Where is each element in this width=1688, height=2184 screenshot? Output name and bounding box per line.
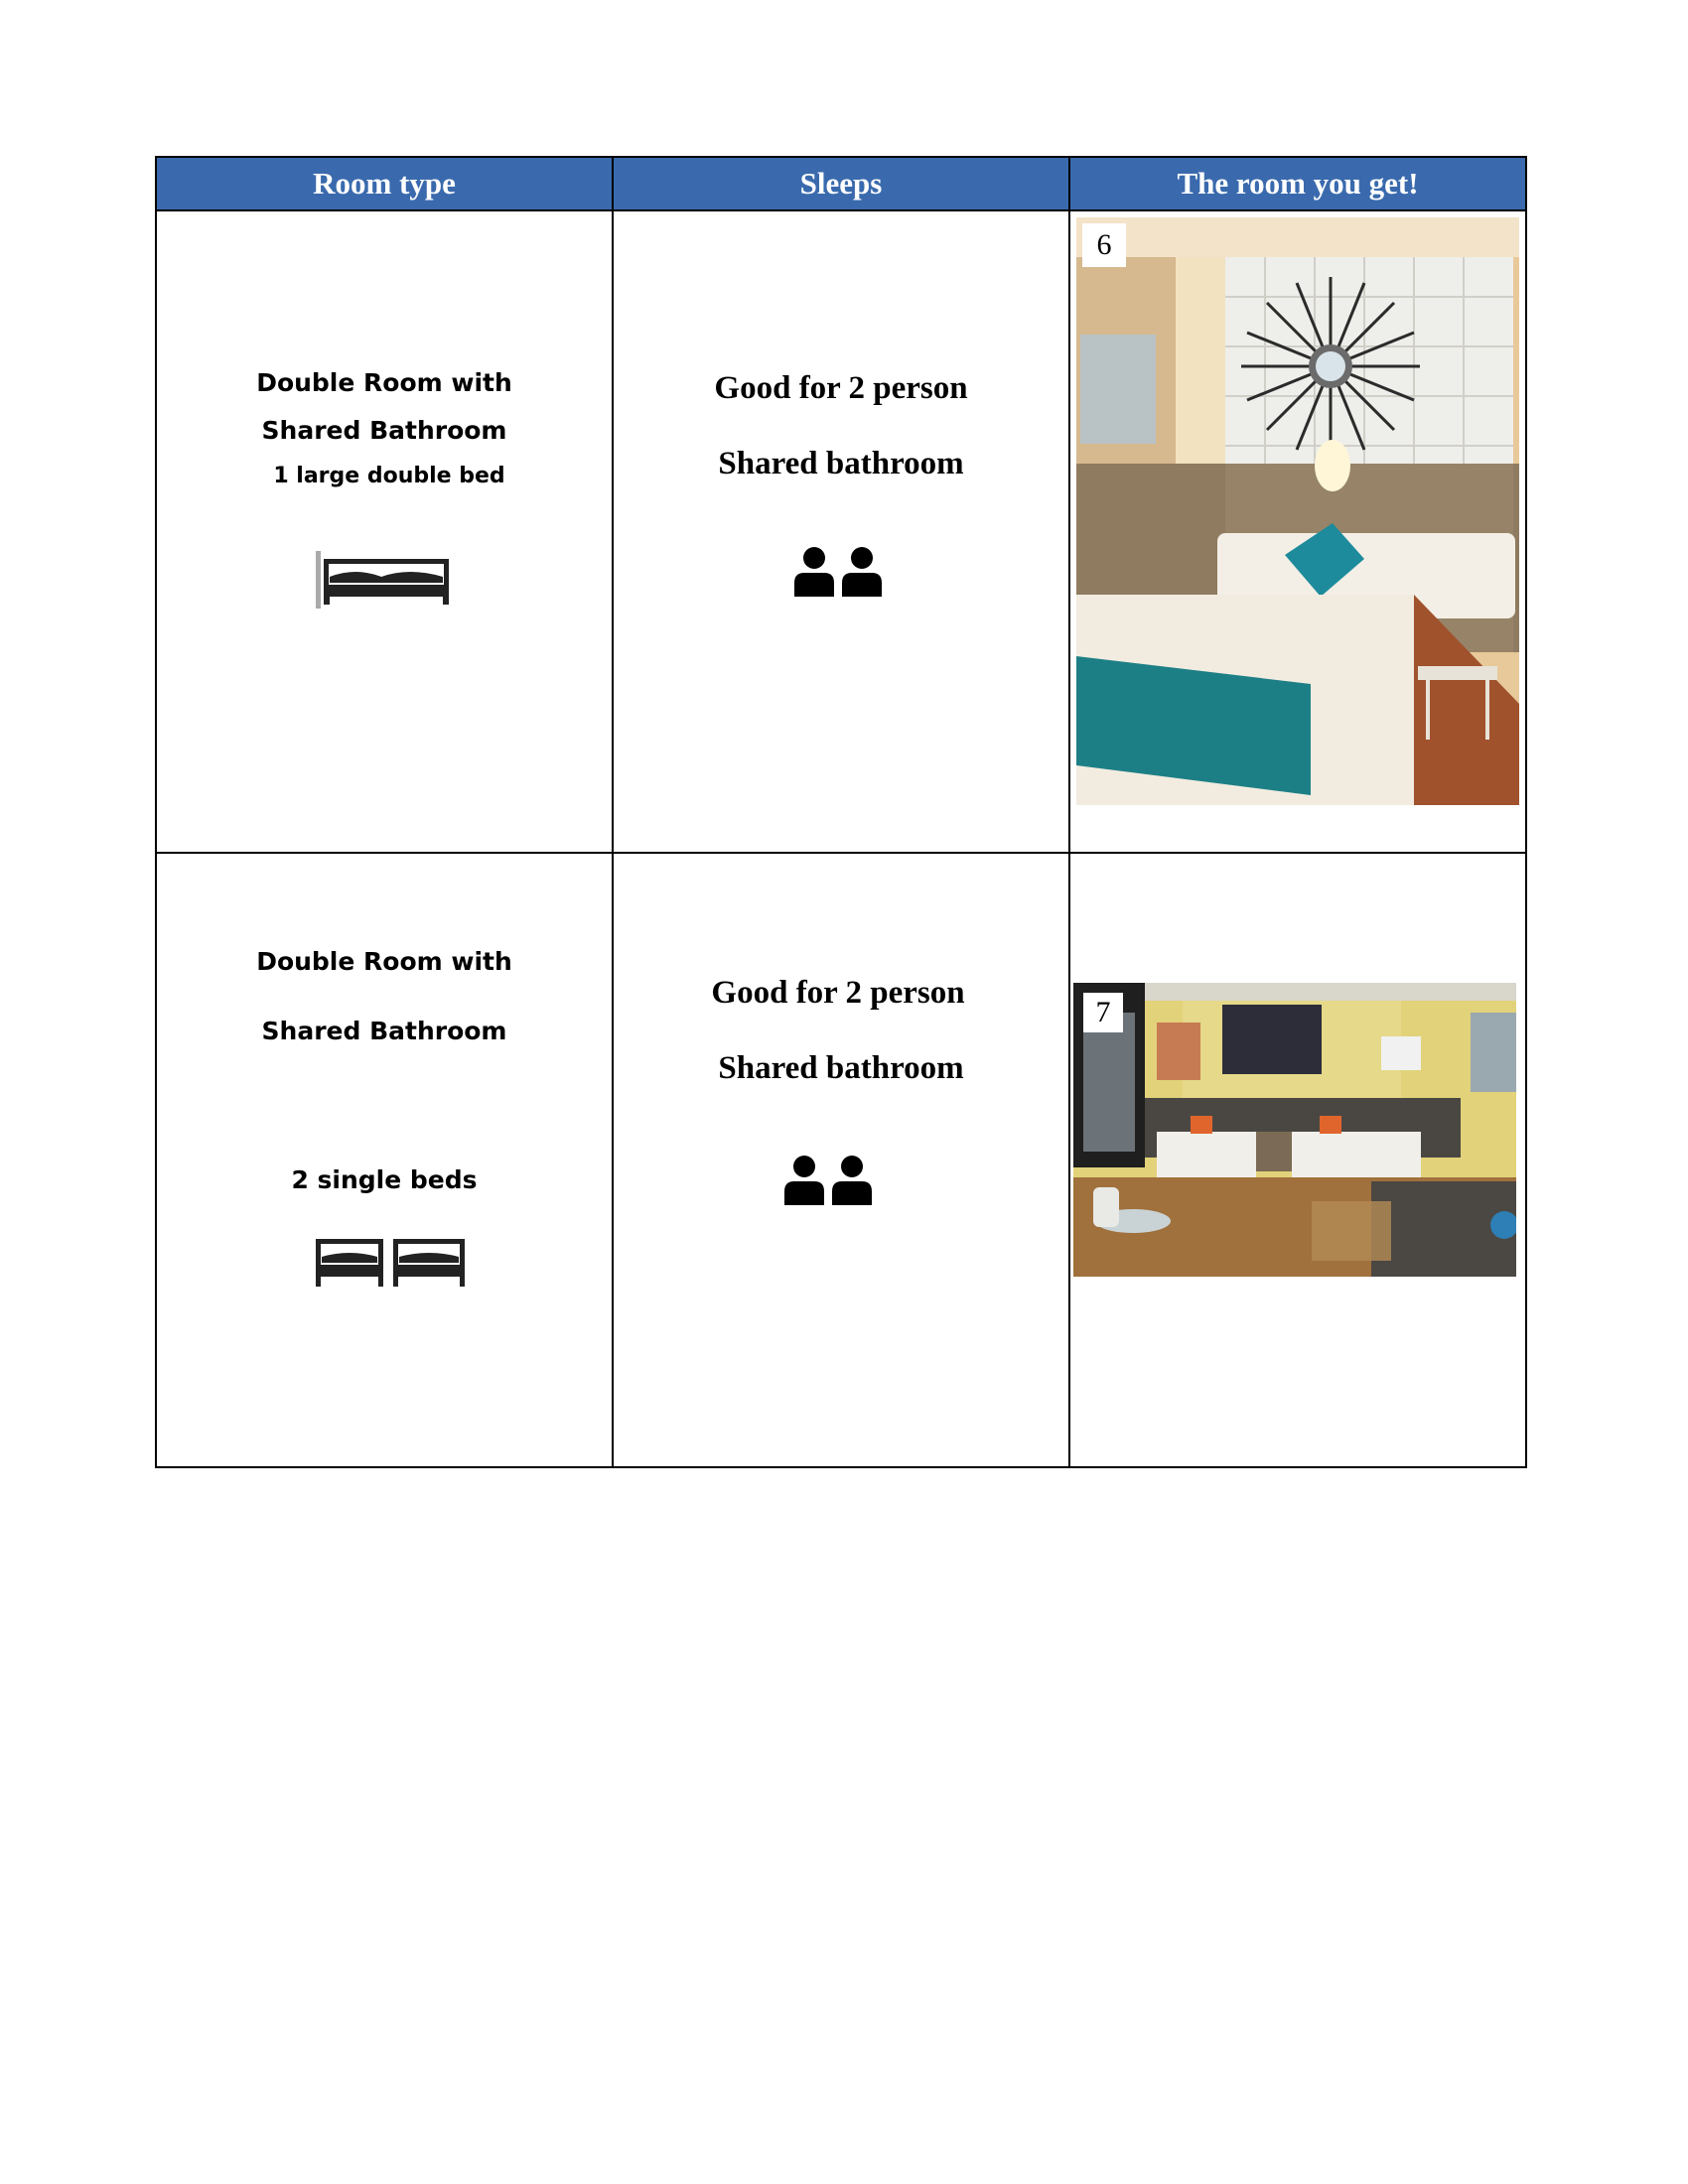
room-type-line1: Double Room with	[256, 368, 512, 397]
sleeps-cell	[613, 853, 1069, 1467]
photo-cell	[1069, 210, 1526, 853]
double-bed-icon	[316, 549, 455, 615]
photo-cell	[1069, 853, 1526, 1467]
room-photo	[1073, 983, 1516, 1277]
room-type-cell	[156, 210, 613, 853]
table-row	[156, 853, 1526, 1467]
sleeps-line2: Shared bathroom	[718, 1050, 964, 1086]
two-persons-icon	[782, 1154, 878, 1212]
bed-note: 1 large double bed	[273, 464, 505, 488]
two-single-beds-icon	[312, 1235, 469, 1296]
bed-note: 2 single beds	[291, 1165, 478, 1194]
header-sleeps: Sleeps	[613, 157, 1069, 210]
room-type-line2: Shared Bathroom	[261, 416, 507, 445]
sleeps-cell	[613, 210, 1069, 853]
room-type-line1: Double Room with	[256, 947, 512, 976]
room-table	[155, 156, 1527, 1468]
two-persons-icon	[792, 545, 888, 604]
photo-badge: 7	[1083, 993, 1123, 1032]
photo-badge: 6	[1082, 223, 1126, 267]
sleeps-line1: Good for 2 person	[711, 975, 965, 1011]
room-photo	[1076, 217, 1519, 805]
room-type-cell	[156, 853, 613, 1467]
sleeps-line1: Good for 2 person	[714, 370, 968, 406]
header-row	[156, 157, 1526, 210]
header-room-you-get: The room you get!	[1069, 157, 1526, 210]
header-room-type: Room type	[156, 157, 613, 210]
sleeps-line2: Shared bathroom	[718, 446, 964, 481]
table-row	[156, 210, 1526, 853]
room-type-line2: Shared Bathroom	[261, 1017, 507, 1045]
